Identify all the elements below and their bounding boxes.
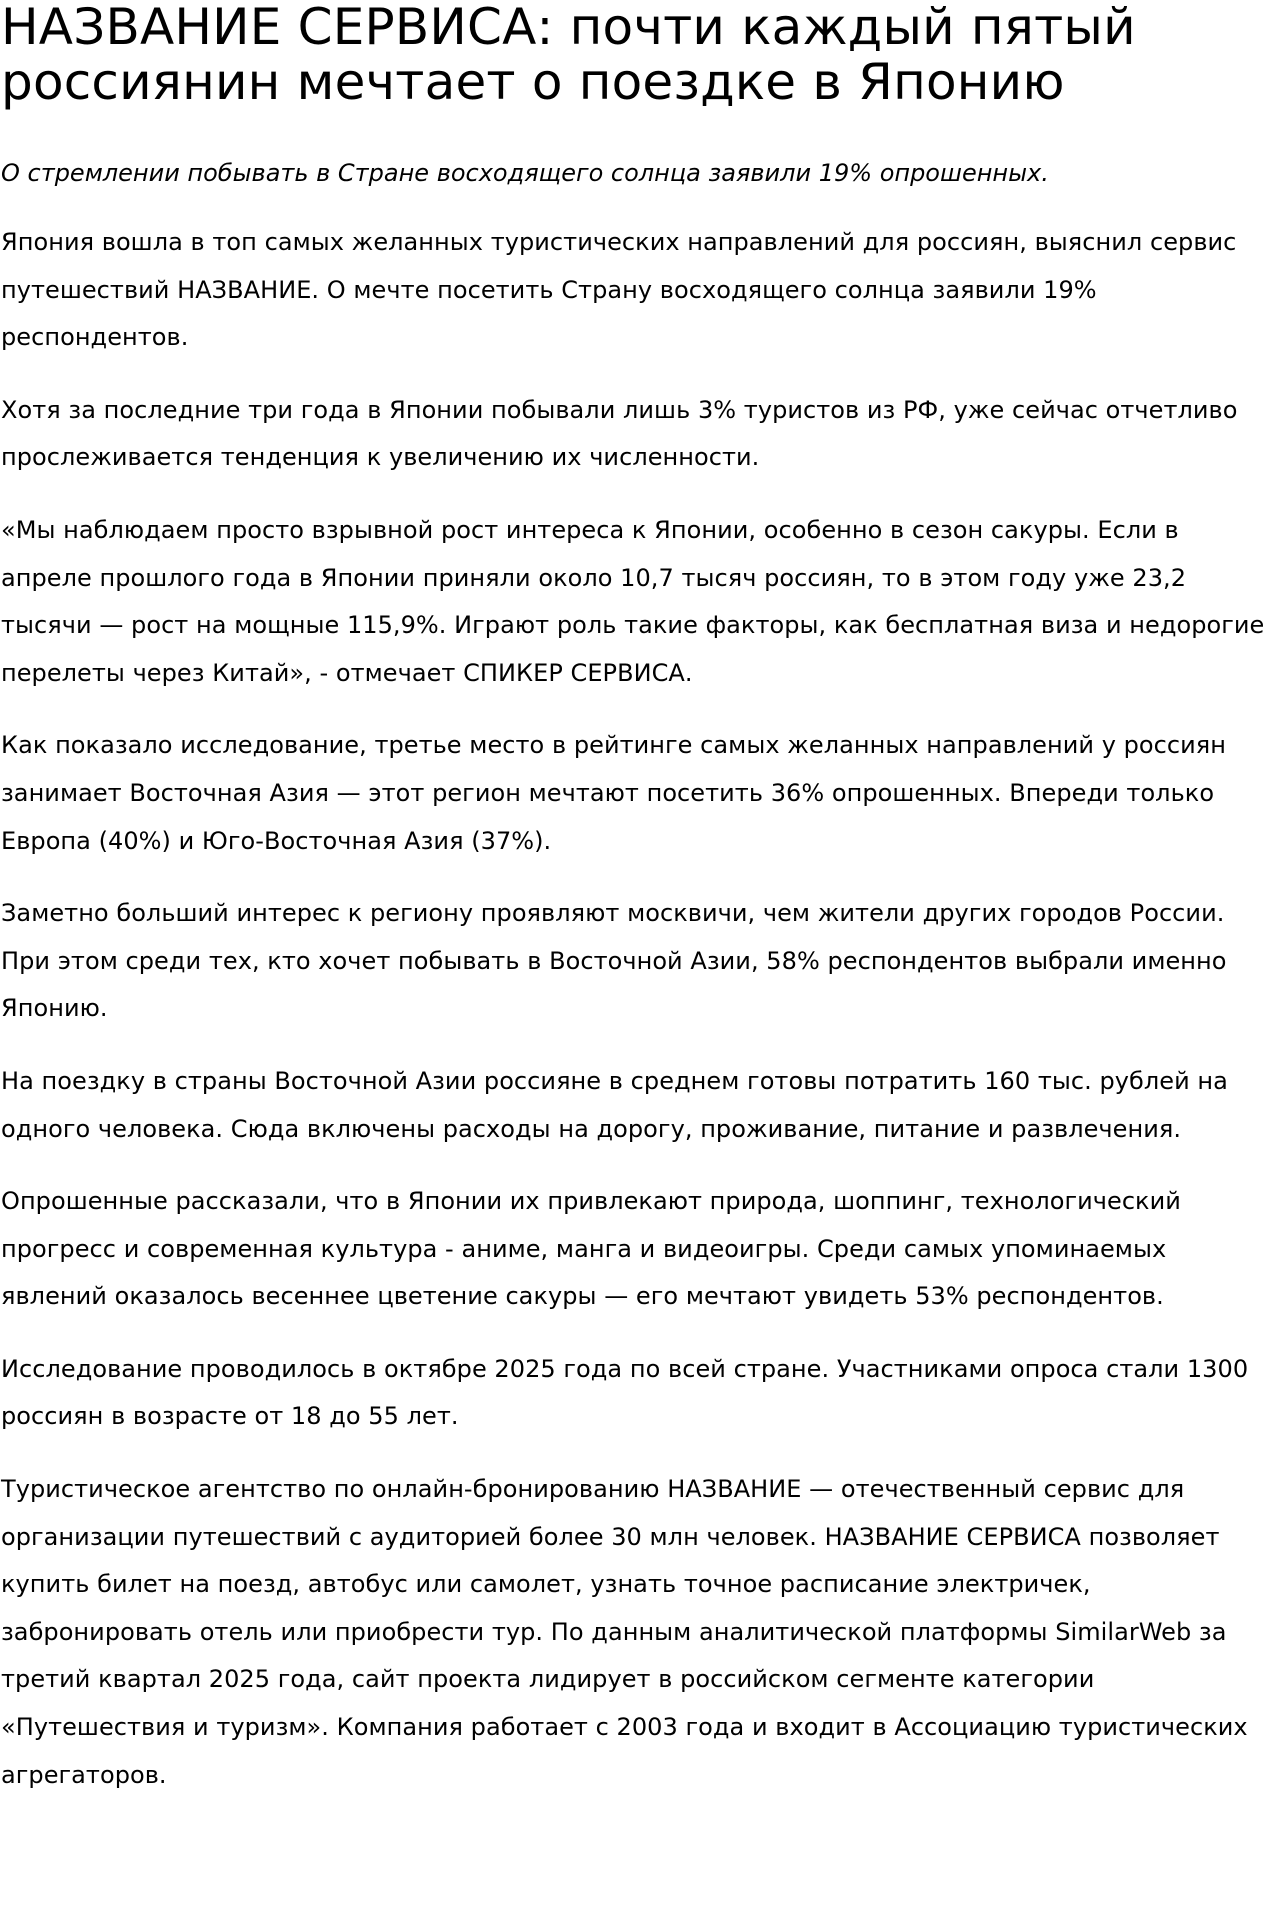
article-paragraph-9: Туристическое агентство по онлайн-бронированию НАЗВАНИЕ — отечественный сервис для организации путешествий с аудиторией более 30 млн человек. НАЗВАНИЕ СЕРВИСА позволяет купить билет на поезд, автобус или самолет, узнать точное расписание электричек, забронировать отель или приобрести тур. По данным аналитической платформы SimilarWeb за третий квартал 2025 года, сайт проекта лидирует в российском сегменте категории «Путешествия и туризм». Компания работает с 2003 года и входит в Ассоциацию туристических агрегаторов. bbox=[1, 1475, 1248, 1789]
article-paragraph-5: Заметно больший интерес к региону проявляют москвичи, чем жители других городов России. При этом среди тех, кто хочет побывать в Восточной Азии, 58% респондентов выбрали именно Японию. bbox=[1, 899, 1227, 1023]
article-paragraph-1: Япония вошла в топ самых желанных туристических направлений для россиян, выяснил сервис путешествий НАЗВАНИЕ. О мечте посетить Страну восходящего солнца заявили 19% респондентов. bbox=[1, 228, 1237, 352]
article-lead: О стремлении побывать в Стране восходящего солнца заявили 19% опрошенных. bbox=[1, 159, 1049, 187]
article-paragraph-2: Хотя за последние три года в Японии побывали лишь 3% туристов из РФ, уже сейчас отчетливо прослеживается тенденция к увеличению их численности. bbox=[1, 395, 1238, 472]
article-paragraph-7: Опрошенные рассказали, что в Японии их привлекают природа, шоппинг, технологический прогресс и современная культура - аниме, манга и видеоигры. Среди самых упоминаемых явлений оказалось весеннее цветение сакуры — его мечтают увидеть 53% респондентов. bbox=[1, 1187, 1181, 1311]
article-paragraph-3: «Мы наблюдаем просто взрывной рост интереса к Японии, особенно в сезон сакуры. Если в апреле прошлого года в Японии приняли около 10,7 тысяч россиян, то в этом году уже 23,2 тысячи — рост на мощные 115,9%. Играют роль такие факторы, как бесплатная виза и недорогие перелеты через Китай», - отмечает СПИКЕР СЕРВИСА. bbox=[1, 515, 1265, 687]
article-paragraph-6: На поездку в страны Восточной Азии россияне в среднем готовы потратить 160 тыс. рублей на одного человека. Сюда включены расходы на дорогу, проживание, питание и развлечения. bbox=[1, 1066, 1228, 1143]
article-paragraph-8: Исследование проводилось в октябре 2025 года по всей стране. Участниками опроса стали 1300 россиян в возрасте от 18 до 55 лет. bbox=[1, 1354, 1249, 1431]
article-title: НАЗВАНИЕ СЕРВИСА: почти каждый пятый россиянин мечтает о поездке в Японию bbox=[1, 0, 1136, 111]
article-paragraph-4: Как показало исследование, третье место в рейтинге самых желанных направлений у россиян занимает Восточная Азия — этот регион мечтают посетить 36% опрошенных. Впереди только Европа (40%) и Юго-Восточная Азия (37%). bbox=[1, 731, 1227, 855]
